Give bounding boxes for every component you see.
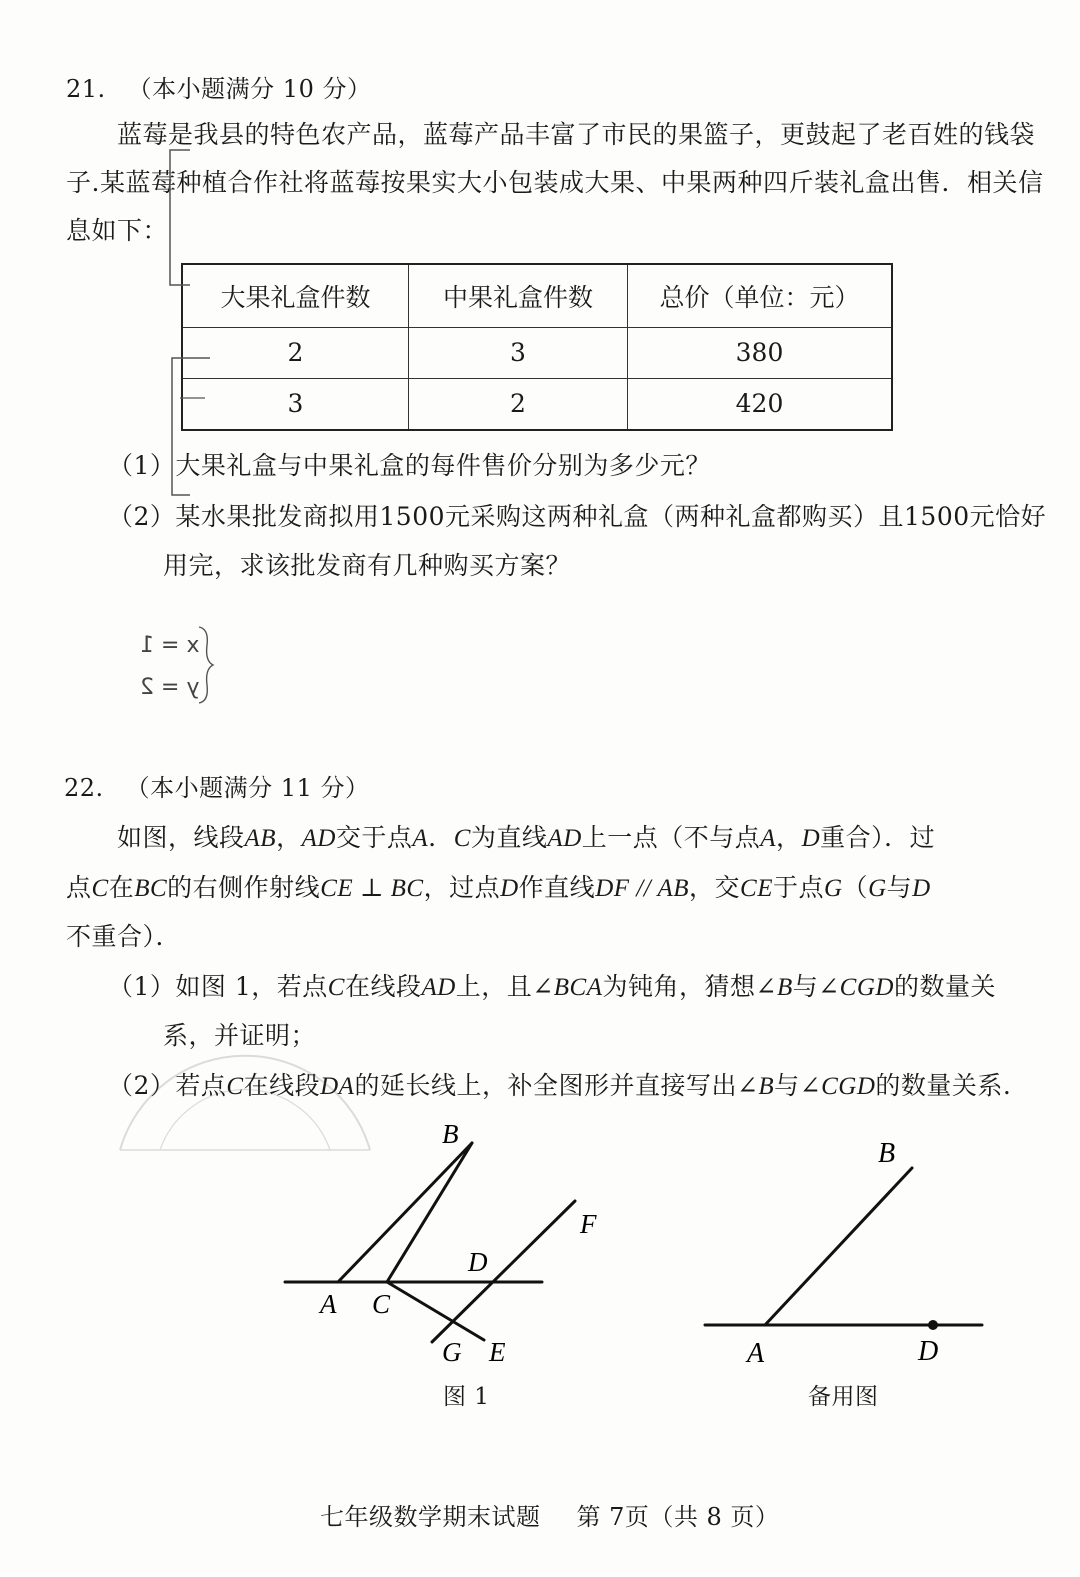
scribble-line-2: y = 2	[140, 675, 200, 700]
figure2-diagram	[690, 1130, 1000, 1370]
figure1-caption: 图 1	[443, 1384, 490, 1410]
table-cell: 3	[409, 328, 628, 379]
text: 作直线	[518, 873, 596, 902]
text: （1）如图 1，若点	[108, 972, 328, 1001]
text: 重合）．过	[820, 823, 936, 852]
text: 在	[108, 873, 135, 902]
q22-score: （本小题满分 11 分）	[125, 774, 370, 802]
text: 为钝角，猜想	[602, 972, 756, 1001]
ray-ce	[387, 1282, 484, 1340]
math: CE ⊥ BC	[320, 875, 424, 902]
math: BC	[134, 875, 168, 902]
math: C	[327, 974, 345, 1001]
q21-part2-line2: 用完，求该批发商有几种购买方案？	[163, 551, 572, 580]
point-d	[928, 1320, 938, 1330]
math: DF // AB	[595, 875, 689, 902]
text: 点	[66, 873, 92, 902]
line-df	[432, 1201, 575, 1342]
segment-bc	[387, 1143, 472, 1282]
math: D	[801, 825, 821, 852]
text: ，	[776, 823, 802, 852]
q22-part1-line2: 系，并证明；	[163, 1021, 317, 1050]
text: ，	[276, 823, 302, 852]
text: ．	[428, 823, 454, 852]
label-c: C	[372, 1289, 391, 1319]
q22-header	[64, 773, 369, 803]
text: ，交	[689, 873, 741, 902]
table-header-cell: 大果礼盒件数	[182, 264, 409, 328]
segment-ab	[338, 1143, 472, 1282]
math: D	[912, 875, 931, 902]
q21-intro-line1: 蓝莓是我县的特色农产品，蓝莓产品丰富了市民的果篮子，更鼓起了老百姓的钱袋	[117, 120, 1036, 149]
text: ，过点	[423, 873, 501, 902]
scribble-notes	[140, 625, 199, 709]
math: G	[823, 875, 843, 902]
q21-number: 21.	[66, 75, 106, 103]
math: DA	[320, 1073, 355, 1100]
scribble-line-1: x = 1	[140, 633, 200, 658]
math: C	[226, 1073, 244, 1100]
q22-line2	[66, 873, 931, 904]
text: 如图，线段	[117, 823, 245, 852]
math: ∠CGD	[799, 1073, 876, 1100]
q21-intro-line2: 子.某蓝莓种植合作社将蓝莓按果实大小包装成大果、中果两种四斤装礼盒出售．相关信	[66, 168, 1044, 197]
label-e: E	[489, 1337, 506, 1367]
q21-info-table	[181, 263, 893, 431]
math: C	[91, 875, 109, 902]
text: 在线段	[344, 972, 422, 1001]
q21-part2-line1: （2）某水果批发商拟用1500元采购这两种礼盒（两种礼盒都购买）且1500元恰好	[108, 502, 1047, 531]
table-cell: 3	[182, 378, 409, 430]
figure2-caption: 备用图	[808, 1384, 879, 1410]
page-footer	[320, 1502, 779, 1532]
math: A	[412, 825, 429, 852]
text: （	[842, 873, 869, 902]
table-cell: 380	[628, 328, 893, 379]
math: ∠B	[736, 1073, 775, 1100]
label-f: F	[580, 1209, 597, 1239]
q21-header	[66, 74, 371, 104]
table-cell: 2	[409, 378, 628, 430]
math: AB	[244, 825, 277, 852]
table-header-cell: 总价（单位：元）	[628, 264, 893, 328]
label-d: D	[468, 1247, 488, 1277]
text: 与	[886, 873, 913, 902]
q21-score: （本小题满分 10 分）	[127, 75, 372, 103]
q22-number: 22.	[64, 774, 104, 802]
text: 的数量关系.	[875, 1071, 1012, 1100]
table-row	[182, 328, 892, 379]
table-cell: 420	[628, 378, 893, 430]
label-b: B	[878, 1138, 896, 1169]
q22-line3: 不重合）．	[66, 922, 182, 951]
text: 交于点	[335, 823, 413, 852]
text: 的右侧作射线	[167, 873, 321, 902]
text: 的数量关	[893, 972, 996, 1001]
label-a: A	[747, 1338, 765, 1369]
math: C	[453, 825, 471, 852]
table-row	[182, 378, 892, 430]
q21-part1: （1）大果礼盒与中果礼盒的每件售价分别为多少元？	[108, 451, 711, 480]
math: CE	[740, 875, 773, 902]
math: G	[868, 875, 887, 902]
footer-page: 第 7页（共 8 页）	[576, 1503, 780, 1531]
math: ∠CGD	[818, 974, 894, 1001]
table-header-cell: 中果礼盒件数	[409, 264, 628, 328]
math: ∠BCA	[532, 974, 603, 1001]
text: 的延长线上，补全图形并直接写出	[354, 1071, 737, 1100]
scribble-brace-icon	[195, 625, 217, 705]
math: AD	[301, 825, 336, 852]
text: 为直线	[470, 823, 548, 852]
math: AD	[421, 974, 456, 1001]
table-header-row	[182, 264, 892, 328]
q22-line1	[117, 823, 935, 854]
footer-title: 七年级数学期末试题	[320, 1503, 541, 1531]
math: D	[500, 875, 519, 902]
math: ∠B	[755, 974, 793, 1001]
text: （2）若点	[108, 1071, 227, 1100]
label-a: A	[320, 1289, 337, 1319]
label-b: B	[442, 1119, 459, 1149]
text: 上，且	[455, 972, 533, 1001]
q22-part1-line1	[108, 972, 996, 1003]
text: 在线段	[243, 1071, 321, 1100]
text: 于点	[772, 873, 824, 902]
segment-ab	[765, 1168, 912, 1325]
text: 上一点（不与点	[581, 823, 761, 852]
figure1-diagram	[270, 1115, 610, 1375]
text: 与	[792, 972, 819, 1001]
math: AD	[547, 825, 582, 852]
q21-intro-line3: 息如下：	[66, 216, 169, 245]
label-d: D	[918, 1336, 939, 1367]
text: 与	[774, 1071, 800, 1100]
table-cell: 2	[182, 328, 409, 379]
label-g: G	[442, 1337, 462, 1367]
pencil-bracket-marks	[150, 140, 230, 500]
math: A	[760, 825, 777, 852]
